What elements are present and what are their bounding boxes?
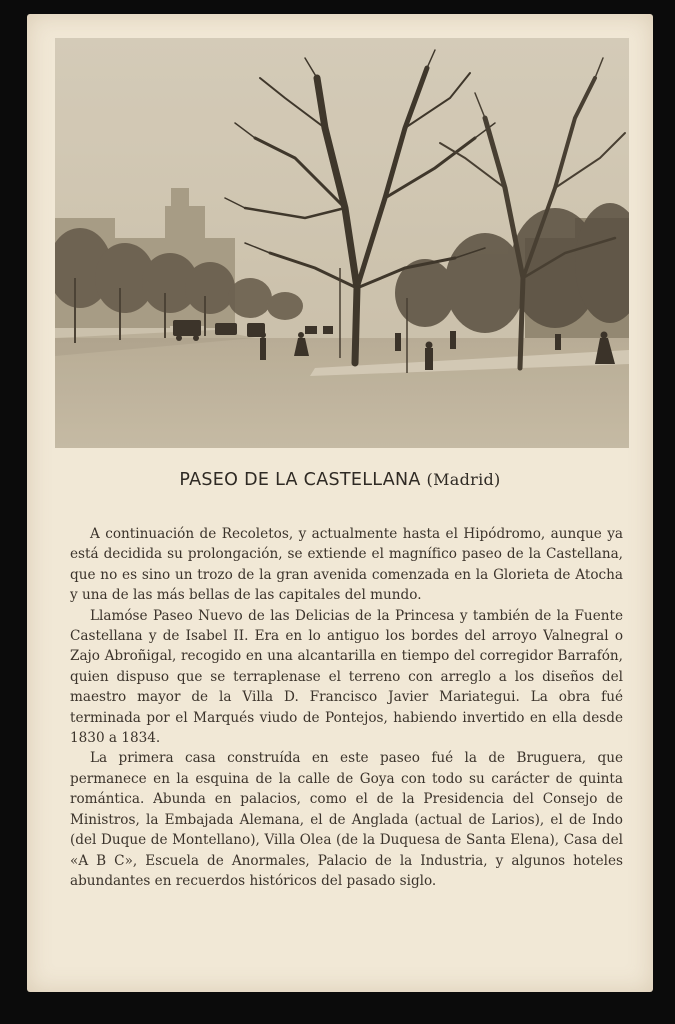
caption-title-main: PASEO DE LA CASTELLANA xyxy=(179,470,421,490)
postcard xyxy=(27,14,653,992)
paragraph: Llamóse Paseo Nuevo de las Delicias de la Princesa y también de la Fuente Castellana y de Isabel II. Era en lo antiguo los bordes del arroyo Valnegral o Zajo Abroñigal, recogido en una alcantarilla en tiempo del corregidor Barrafón, quien dispuso que se terraplenase el terreno con arreglo a los diseños del maestro mayor de la Villa D. Francisco Javier Mariategui. La obra fué terminada por el Marqués viudo de Pontejos, habiendo invertido en ella desde 1830 a 1834. xyxy=(70,607,623,747)
caption-title xyxy=(27,470,653,490)
caption-title-location: (Madrid) xyxy=(426,470,501,489)
paragraph: La primera casa construída en este paseo fué la de Bruguera, que permanece en la esquina de la calle de Goya con todo su carácter de quinta romántica. Abunda en palacios, como el de la Presidencia del Consejo de Ministros, la Embajada Alemana, el de Anglada (actual de Larios), el de Indo (del Duque de Montellano), Villa Olea (de la Duquesa de Santa Elena), Casa del «A B C», Escuela de Anormales, Palacio de la Industria, y algunos hoteles abundantes en recuerdos históricos del pasado siglo. xyxy=(70,750,623,889)
street-photograph xyxy=(55,38,629,448)
paragraph: A continuación de Recoletos, y actualmente hasta el Hipódromo, aunque ya está decidida su prolongación, se extiende el magnífico paseo de la Castellana, que no es sino un trozo de la gran avenida comenzada en la Glorieta de Atocha y una de las más bellas de las capitales del mundo. xyxy=(70,526,623,604)
description-text xyxy=(70,524,623,891)
